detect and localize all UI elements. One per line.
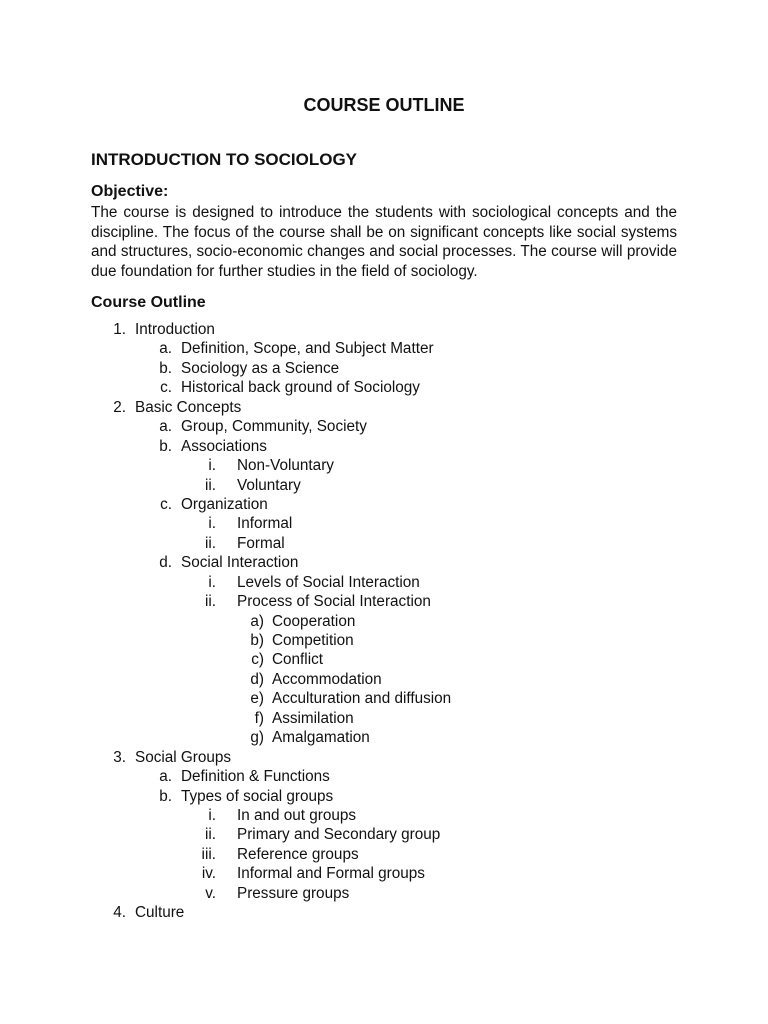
outline-item-marker: c. xyxy=(160,495,172,513)
outline-item-text: Primary and Secondary group xyxy=(237,826,441,844)
outline-item xyxy=(0,748,768,767)
outline-item xyxy=(0,903,768,922)
outline-item xyxy=(0,884,768,903)
outline-item xyxy=(0,514,768,533)
outline-item-marker: a) xyxy=(250,612,264,630)
outline-item-marker: a. xyxy=(159,340,172,358)
outline-item xyxy=(0,592,768,611)
outline-item-text: Introduction xyxy=(135,321,215,338)
outline-item-text: Definition, Scope, and Subject Matter xyxy=(181,340,434,358)
outline-item xyxy=(0,339,768,358)
outline-item-text: Culture xyxy=(135,904,185,922)
document-title: COURSE OUTLINE xyxy=(303,95,465,115)
outline-item-marker: 1. xyxy=(113,321,126,338)
outline-item-marker: 2. xyxy=(113,398,126,416)
outline-item xyxy=(0,417,768,436)
outline-item-marker: c) xyxy=(251,651,264,669)
outline-item-text: Competition xyxy=(272,632,354,649)
outline-item xyxy=(0,320,768,339)
outline-heading: Course Outline xyxy=(91,294,206,311)
course-outline-list xyxy=(0,320,768,923)
outline-item xyxy=(0,670,768,689)
outline-item-text: Conflict xyxy=(272,651,324,669)
outline-item-marker: 4. xyxy=(113,904,126,922)
outline-item-marker: i. xyxy=(208,515,216,533)
outline-item-text: Group, Community, Society xyxy=(181,418,367,436)
outline-item-marker: d. xyxy=(159,554,172,572)
outline-item xyxy=(0,709,768,728)
outline-item-text: Associations xyxy=(181,437,267,455)
outline-item-text: Amalgamation xyxy=(272,729,370,747)
outline-item-text: Non-Voluntary xyxy=(237,457,334,475)
outline-item xyxy=(0,612,768,631)
outline-item xyxy=(0,573,768,592)
outline-item xyxy=(0,650,768,669)
outline-item-text: Formal xyxy=(237,534,285,552)
outline-item-marker: i. xyxy=(208,806,216,824)
outline-item-marker: b) xyxy=(250,632,264,649)
outline-item-text: Social Interaction xyxy=(181,554,299,572)
outline-item xyxy=(0,476,768,495)
outline-item-marker: g) xyxy=(250,729,264,747)
outline-item xyxy=(0,553,768,572)
outline-item-text: Types of social groups xyxy=(181,787,334,805)
outline-item-text: Assimilation xyxy=(272,709,354,727)
outline-item xyxy=(0,787,768,806)
outline-item xyxy=(0,359,768,378)
outline-item-marker: iii. xyxy=(201,845,216,863)
outline-item xyxy=(0,495,768,514)
outline-item-marker: c. xyxy=(160,379,172,397)
outline-item-marker: e) xyxy=(250,690,264,708)
objective-paragraph: The course is designed to introduce the students with sociological concepts and the discipline. The focus of the course shall be on significant concepts like social systems and structures, socio-economic changes and social processes. The course will provide due foundation for further studies in the field of sociology. xyxy=(91,204,677,280)
outline-item-marker: a. xyxy=(159,418,172,436)
outline-item-marker: ii. xyxy=(204,593,216,611)
outline-item-marker: v. xyxy=(205,884,216,902)
outline-item-text: Reference groups xyxy=(237,845,359,863)
outline-item-text: Informal xyxy=(237,515,293,533)
outline-item-text: Social Groups xyxy=(135,748,232,766)
outline-item-marker: b. xyxy=(159,787,172,805)
outline-item xyxy=(0,631,768,650)
outline-item xyxy=(0,728,768,747)
outline-item-text: Sociology as a Science xyxy=(181,359,340,377)
outline-item xyxy=(0,845,768,864)
outline-item-text: Definition & Functions xyxy=(181,768,330,786)
outline-item-text: Cooperation xyxy=(272,612,356,630)
outline-item-marker: b. xyxy=(159,437,172,455)
outline-item-text: Historical back ground of Sociology xyxy=(181,379,420,397)
outline-item-marker: i. xyxy=(208,457,216,475)
outline-item-marker: ii. xyxy=(204,826,216,844)
outline-item-marker: i. xyxy=(208,573,216,591)
outline-item xyxy=(0,767,768,786)
outline-item xyxy=(0,806,768,825)
outline-item-text: Levels of Social Interaction xyxy=(237,573,420,591)
outline-item xyxy=(0,689,768,708)
outline-item-text: Pressure groups xyxy=(237,884,350,902)
outline-item-marker: b. xyxy=(159,359,172,377)
outline-item-text: Acculturation and diffusion xyxy=(272,690,452,708)
outline-item-marker: 3. xyxy=(113,748,126,766)
outline-item-text: Accommodation xyxy=(272,670,382,688)
outline-item-text: Process of Social Interaction xyxy=(237,593,431,611)
course-title: INTRODUCTION TO SOCIOLOGY xyxy=(91,150,358,169)
outline-item xyxy=(0,825,768,844)
outline-item-marker: a. xyxy=(159,768,172,786)
outline-item-marker: d) xyxy=(250,670,264,688)
outline-item-text: In and out groups xyxy=(237,806,357,824)
outline-item xyxy=(0,534,768,553)
outline-item-marker: f) xyxy=(254,709,264,727)
outline-item xyxy=(0,398,768,417)
outline-item xyxy=(0,378,768,397)
outline-item-text: Basic Concepts xyxy=(135,398,242,416)
outline-item-marker: ii. xyxy=(204,534,216,552)
objective-heading: Objective: xyxy=(91,183,169,200)
outline-item-text: Organization xyxy=(181,495,268,513)
outline-item-marker: ii. xyxy=(204,476,216,494)
outline-item xyxy=(0,437,768,456)
outline-item xyxy=(0,864,768,883)
outline-item-text: Voluntary xyxy=(237,476,301,494)
outline-item-text: Informal and Formal groups xyxy=(237,865,425,883)
outline-item-marker: iv. xyxy=(201,865,216,883)
outline-item xyxy=(0,456,768,475)
